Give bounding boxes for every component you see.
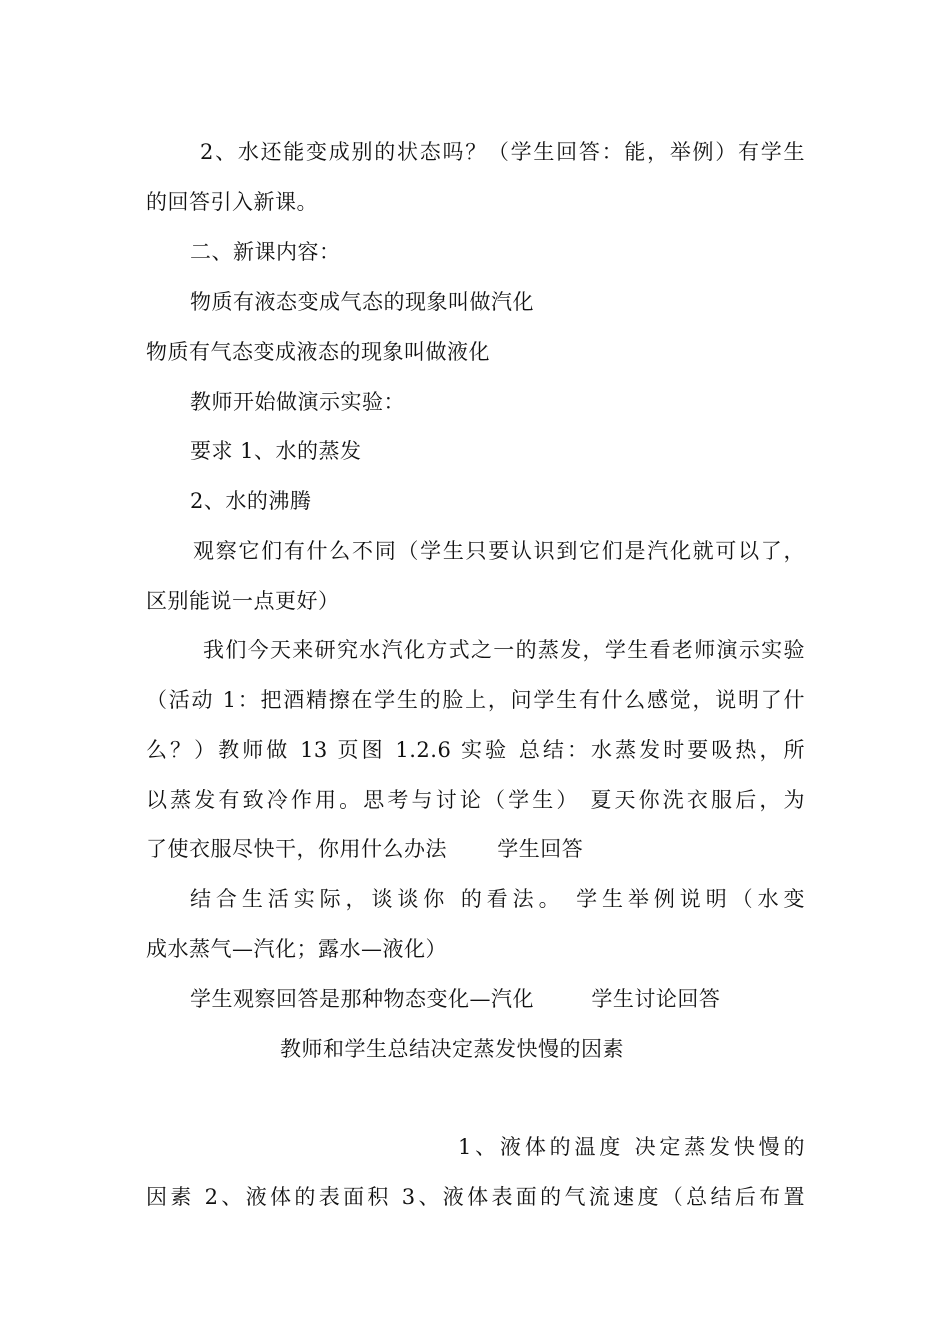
paragraph-line: （活动 1：把酒精擦在学生的脸上，问学生有什么感觉，说明了什 [146, 688, 805, 712]
paragraph-line: 学生观察回答是那种物态变化—汽化 学生讨论回答 [190, 987, 721, 1011]
paragraph-line: 观察它们有什么不同（学生只要认识到它们是汽化就可以了， [193, 539, 805, 563]
paragraph-line: 教师开始做演示实验： [190, 390, 405, 414]
paragraph-line: 的回答引入新课。 [146, 190, 318, 214]
paragraph-line: 1、液体的温度 决定蒸发快慢的 [458, 1135, 805, 1159]
paragraph-line: 因素 2、液体的表面积 3、液体表面的气流速度（总结后布置 [146, 1185, 805, 1209]
paragraph-line: 教师和学生总结决定蒸发快慢的因素 [280, 1037, 624, 1061]
paragraph-line: 我们今天来研究水汽化方式之一的蒸发，学生看老师演示实验 [203, 638, 805, 662]
paragraph-line: 要求 1、水的蒸发 [190, 439, 362, 463]
paragraph-line: 以蒸发有致冷作用。思考与讨论（学生） 夏天你洗衣服后，为 [146, 788, 805, 812]
paragraph-line: 结合生活实际，谈谈你 的看法。 学生举例说明（水变 [190, 887, 805, 911]
paragraph-line: 了使衣服尽快干，你用什么办法 学生回答 [146, 837, 584, 861]
paragraph-line: 2、水的沸腾 [190, 489, 312, 513]
paragraph-line: 么？）教师做 13 页图 1.2.6 实验 总结：水蒸发时要吸热，所 [146, 738, 805, 762]
section-heading: 二、新课内容： [190, 240, 341, 264]
paragraph-line: 成水蒸气—汽化；露水—液化） [146, 937, 447, 961]
paragraph-line: 物质有气态变成液态的现象叫做液化 [146, 340, 490, 364]
paragraph-line: 物质有液态变成气态的现象叫做汽化 [190, 290, 534, 314]
paragraph-line: 区别能说一点更好） [146, 589, 340, 613]
paragraph-line: 2、水还能变成别的状态吗？（学生回答：能，举例）有学生 [200, 140, 805, 164]
